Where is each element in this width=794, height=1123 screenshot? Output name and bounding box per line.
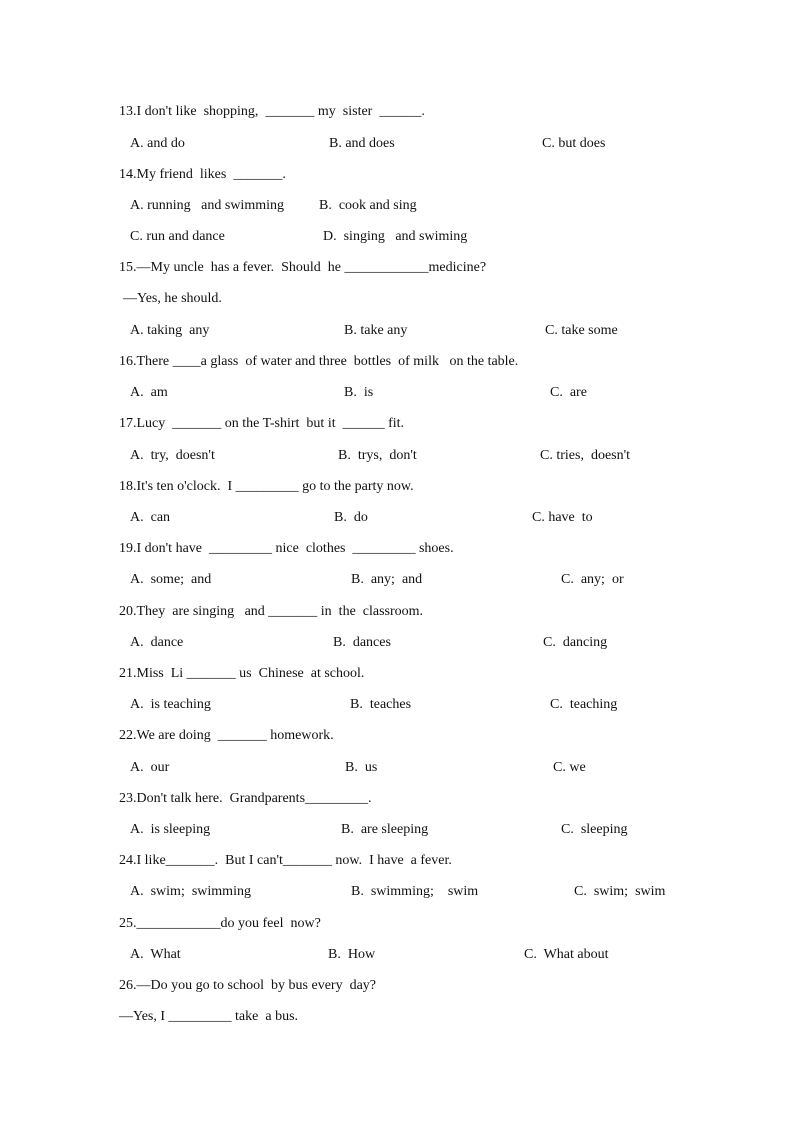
question-15-stem: 15.—My uncle has a fever. Should he ____________medicine?: [119, 260, 487, 275]
question-16-option-b: B. is: [344, 385, 374, 400]
question-25-option-b: B. How: [328, 947, 376, 962]
question-25-option-c: C. What about: [524, 947, 609, 962]
question-18-option-b: B. do: [334, 510, 368, 525]
question-21-stem: 21.Miss Li _______ us Chinese at school.: [119, 666, 365, 681]
question-23-option-c: C. sleeping: [561, 822, 628, 837]
question-13-option-c: C. but does: [542, 136, 606, 151]
question-21-option-b: B. teaches: [350, 697, 412, 712]
question-19-option-a: A. some; and: [130, 572, 212, 587]
question-14-option-b: B. cook and sing: [319, 198, 417, 213]
question-19-option-c: C. any; or: [561, 572, 624, 587]
question-22-option-c: C. we: [553, 760, 586, 775]
question-23-option-a: A. is sleeping: [130, 822, 211, 837]
question-17-stem: 17.Lucy _______ on the T-shirt but it ______ fit.: [119, 416, 405, 431]
question-18-option-a: A. can: [130, 510, 171, 525]
question-25-option-a: A. What: [130, 947, 181, 962]
question-17-option-a: A. try, doesn't: [130, 448, 215, 463]
question-16-stem: 16.There ____a glass of water and three bottles of milk on the table.: [119, 354, 519, 369]
question-20-stem: 20.They are singing and _______ in the classroom.: [119, 604, 424, 619]
question-24-stem: 24.I like_______. But I can't_______ now. I have a fever.: [119, 853, 452, 868]
question-16-option-c: C. are: [550, 385, 587, 400]
question-26-answer-line: —Yes, I _________ take a bus.: [119, 1009, 299, 1024]
question-24-option-c: C. swim; swim: [574, 884, 666, 899]
question-22-stem: 22.We are doing _______ homework.: [119, 728, 334, 743]
question-14-option-c: C. run and dance: [130, 229, 225, 244]
question-19-option-b: B. any; and: [351, 572, 423, 587]
question-18-option-c: C. have to: [532, 510, 593, 525]
question-15-option-b: B. take any: [344, 323, 408, 338]
question-14-stem: 14.My friend likes _______.: [119, 167, 286, 182]
question-17-option-c: C. tries, doesn't: [540, 448, 631, 463]
question-21-option-c: C. teaching: [550, 697, 618, 712]
question-22-option-a: A. our: [130, 760, 170, 775]
question-15-option-a: A. taking any: [130, 323, 210, 338]
question-13-option-a: A. and do: [130, 136, 185, 151]
question-15-option-c: C. take some: [545, 323, 618, 338]
question-19-stem: 19.I don't have _________ nice clothes _________ shoes.: [119, 541, 454, 556]
question-17-option-b: B. trys, don't: [338, 448, 417, 463]
question-13-stem: 13.I don't like shopping, _______ my sister ______.: [119, 104, 425, 119]
question-15-answer-line: —Yes, he should.: [123, 291, 222, 306]
question-14-option-a: A. running and swimming: [130, 198, 284, 213]
question-26-stem: 26.—Do you go to school by bus every day?: [119, 978, 377, 993]
question-13-option-b: B. and does: [329, 136, 395, 151]
question-20-option-b: B. dances: [333, 635, 391, 650]
question-14-option-d: D. singing and swiming: [323, 229, 468, 244]
question-16-option-a: A. am: [130, 385, 168, 400]
question-20-option-a: A. dance: [130, 635, 184, 650]
question-23-stem: 23.Don't talk here. Grandparents_________.: [119, 791, 372, 806]
question-20-option-c: C. dancing: [543, 635, 608, 650]
question-24-option-b: B. swimming; swim: [351, 884, 479, 899]
question-18-stem: 18.It's ten o'clock. I _________ go to the party now.: [119, 479, 414, 494]
question-21-option-a: A. is teaching: [130, 697, 211, 712]
question-25-stem: 25.____________do you feel now?: [119, 916, 321, 931]
question-22-option-b: B. us: [345, 760, 378, 775]
question-23-option-b: B. are sleeping: [341, 822, 429, 837]
question-24-option-a: A. swim; swimming: [130, 884, 251, 899]
